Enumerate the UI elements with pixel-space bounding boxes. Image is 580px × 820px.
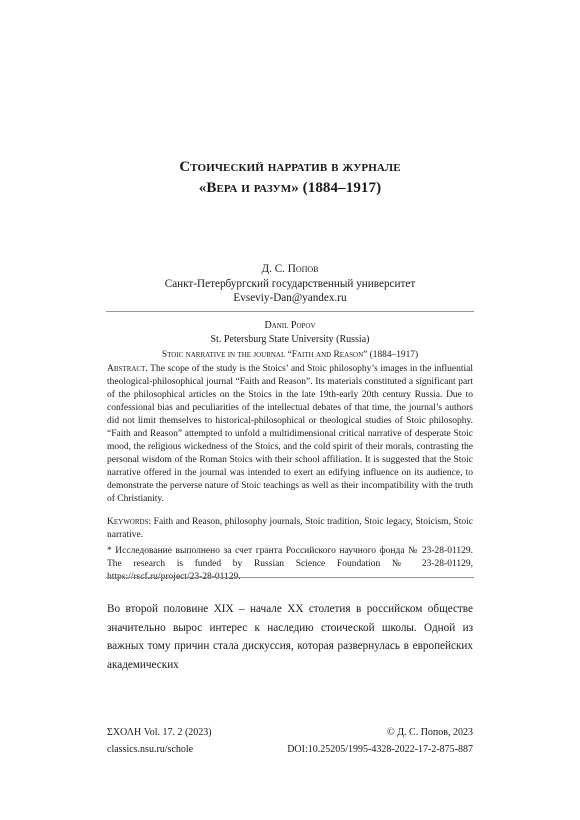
divider-top [106, 311, 474, 312]
article-title-line-2: «Вера и разум» (1884–1917) [198, 180, 382, 196]
funding-footnote: * Исследование выполнено за счет гранта Российского научного фонда № 23-28-01129. The research is funded by Russian Science Foundation № 23-28-01129, https://rscf.ru/project/23-28-01129. [107, 546, 473, 583]
journal-url[interactable]: classics.nsu.ru/schole [107, 744, 194, 755]
keywords-text: Faith and Reason, philosophy journals, Stoic tradition, Stoic legacy, Stoicism, Stoic narrative. [107, 517, 474, 541]
doi[interactable]: DOI:10.25205/1995-4328-2022-17-2-875-887 [287, 744, 473, 755]
author-affiliation-en: St. Petersburg State University (Russia) [210, 333, 370, 345]
abstract-label: Abstract. [107, 364, 148, 374]
author-affiliation-ru: Санкт-Петербургский государственный университет [164, 277, 416, 290]
abstract [107, 363, 473, 507]
author-email[interactable]: Evseviy-Dan@yandex.ru [233, 292, 347, 304]
abstract-text: The scope of the study is the Stoics’ and Stoic philosophy’s images in the influential theological-philosophical journal “Faith and Reason”. Its materials constituted a significant part of the philosophical articles on the Stoics in the late 19th-early 20th century Russia. Due to confessional bias and peculiarities of the intellectual debates of that time, the journal’s authors did not limit themselves to historical-philosophical or theological studies of Stoic philosophy. “Faith and Reason” attempted to unfold a multidimensional critical narrative of desperate Stoic mood, the religious wickedness of the Stoics, and the cold spirit of their morals, contrasting the personal wisdom of the Roman Stoics with their school affiliation. It is suggested that the Stoic narrative offered in the journal was intended to exert an edifying influence on its audience, to demonstrate the perverse nature of Stoic teachings as well as their incompatibility with the truth of Christianity. [107, 364, 473, 505]
divider-bottom [106, 577, 474, 578]
article-title [0, 157, 580, 199]
article-title-line-1: Стоический нарратив в журнале [179, 159, 401, 175]
footer-right [287, 724, 473, 758]
english-title: Stoic narrative in the journal “Faith and Reason” (1884–1917) [161, 350, 419, 360]
copyright: © Д. С. Попов, 2023 [387, 727, 473, 738]
author-name-ru: Д. С. Попов [261, 263, 319, 275]
footer-left [107, 724, 212, 758]
body-paragraph: Во второй половине XIX – начале XX столетия в российском обществе значительно вырос интерес к наследию стоической школы. Одной из важных тому причин стала дискуссия, которая развернулась в европейских академических [107, 603, 473, 671]
journal-issue: ΣΧΟΛΗ Vol. 17. 2 (2023) [107, 727, 212, 738]
author-block-english [0, 319, 580, 346]
keywords-label: Keywords: [107, 517, 152, 527]
author-name-en: Danil Popov [264, 320, 316, 331]
author-block-russian [0, 262, 580, 306]
keywords [107, 516, 473, 542]
